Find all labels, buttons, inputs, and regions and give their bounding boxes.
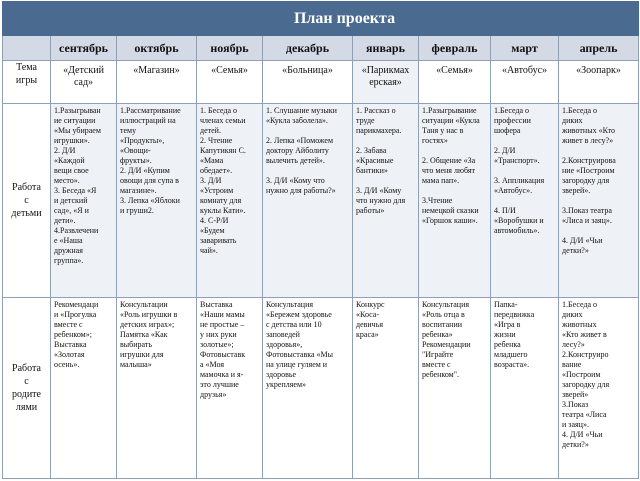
parents-cell: Консультация «Роль отца в воспитании ребенка» Рекомендации "Играйте вместе с ребенком".	[419, 298, 491, 479]
topic-cell: «Больница»	[263, 61, 353, 104]
children-cell: 1. Беседа о членах семьи детей. 2. Чтение Капутикян С. «Мама обедает». 3. Д/И «Устроим комнату для куклы Кати». 4. С-Р/И «Будем заваривать чай».	[197, 104, 263, 298]
topic-cell: «Парикмах ерская»	[353, 61, 419, 104]
title-row	[3, 2, 639, 36]
children-cell: 1.Рассматривание иллюстраций на тему «Продукты», «Овощи- фрукты». 2. Д/И «Купим овощи для супа в магазине». 3. Лепка «Яблоки и груши2.	[117, 104, 197, 298]
months-header-row	[3, 36, 639, 61]
plan-title: План проекта	[51, 2, 639, 36]
parents-cell: 1.Беседа о диких животных «Кто живет в лесу?» 2.Конструиро вание «Построим загородку для зверей» 3.Показ театра «Лиса и заяц». 4. Д/И «Чьи детки?»	[559, 298, 639, 479]
topic-cell: «Семья»	[197, 61, 263, 104]
topic-row-label: Тема игры	[3, 61, 51, 104]
topic-cell: «Магазин»	[117, 61, 197, 104]
topic-cell: «Семья»	[419, 61, 491, 104]
parents-work-row	[3, 298, 639, 479]
children-cell: 1.Разыгрыван ие ситуации «Мы убираем игрушки». 2. Д/И «Каждой вещи свое место». 3. Беседа «Я и детский сад», «Я и дети». 4.Развлечени е «Наша дружная группа».	[51, 104, 117, 298]
month-header: ноябрь	[197, 36, 263, 61]
children-row-label: Работа с детьми	[3, 104, 51, 298]
project-plan-table	[2, 1, 639, 479]
topic-row	[3, 61, 639, 104]
children-cell: 1.Разыгрывание ситуации «Кукла Таня у нас в гостях» 2. Общение «За что меня любят мама пап». 3.Чтение немецкой сказки «Горшок каши».	[419, 104, 491, 298]
topic-cell: «Детский сад»	[51, 61, 117, 104]
parents-row-label: Работа с родите лями	[3, 298, 51, 479]
month-header: февраль	[419, 36, 491, 61]
children-cell: 1.Беседа о диких животных «Кто живет в лесу?» 2.Конструирова ние «Построим загородку для зверей». 3.Показ театра «Лиса и заяц». 4. Д/И «Чьи детки?»	[559, 104, 639, 298]
parents-cell: Конкурс «Коса- девичья краса»	[353, 298, 419, 479]
topic-cell: «Зоопарк»	[559, 61, 639, 104]
children-cell: 1. Слушание музыки «Кукла заболела». 2. Лепка «Поможем доктору Айболиту вылечить детей». 3. Д/И «Кому что нужно для работы?»	[263, 104, 353, 298]
parents-cell: Рекомендаци и «Прогулка вместе с ребенком»; Выставка «Золотая осень».	[51, 298, 117, 479]
month-header: март	[491, 36, 559, 61]
children-work-row	[3, 104, 639, 298]
month-header: октябрь	[117, 36, 197, 61]
month-header: сентябрь	[51, 36, 117, 61]
project-plan-slide	[2, 1, 638, 479]
title-spacer	[3, 2, 51, 36]
parents-cell: Папка- передвижка «Игра в жизни ребенка младшего возраста».	[491, 298, 559, 479]
month-header: январь	[353, 36, 419, 61]
month-header: декабрь	[263, 36, 353, 61]
topic-cell: «Автобус»	[491, 61, 559, 104]
corner-cell	[3, 36, 51, 61]
children-cell: 1. Рассказ о труде парикмахера. 2. Забава «Красивые бантики» 3. Д/И «Кому что нужно для работы»	[353, 104, 419, 298]
parents-cell: Консультация «Бережем здоровье с детства или 10 заповедей здоровья», Фотовыставка «Мы на улице гуляем и здоровье укрепляем»	[263, 298, 353, 479]
month-header: апрель	[559, 36, 639, 61]
children-cell: 1.Беседа о профессии шофера 2. Д/И «Транспорт». 3. Аппликация «Автобус». 4. П/И «Воробушки и автомобиль».	[491, 104, 559, 298]
parents-cell: Консультации «Роль игрушки в детских играх»; Памятка «Как выбирать игрушки для малыша»	[117, 298, 197, 479]
parents-cell: Выставка «Наши мамы не простые – у них руки золотые»; Фотовыставк а «Моя мамочка и я- это лучшие друзья»	[197, 298, 263, 479]
